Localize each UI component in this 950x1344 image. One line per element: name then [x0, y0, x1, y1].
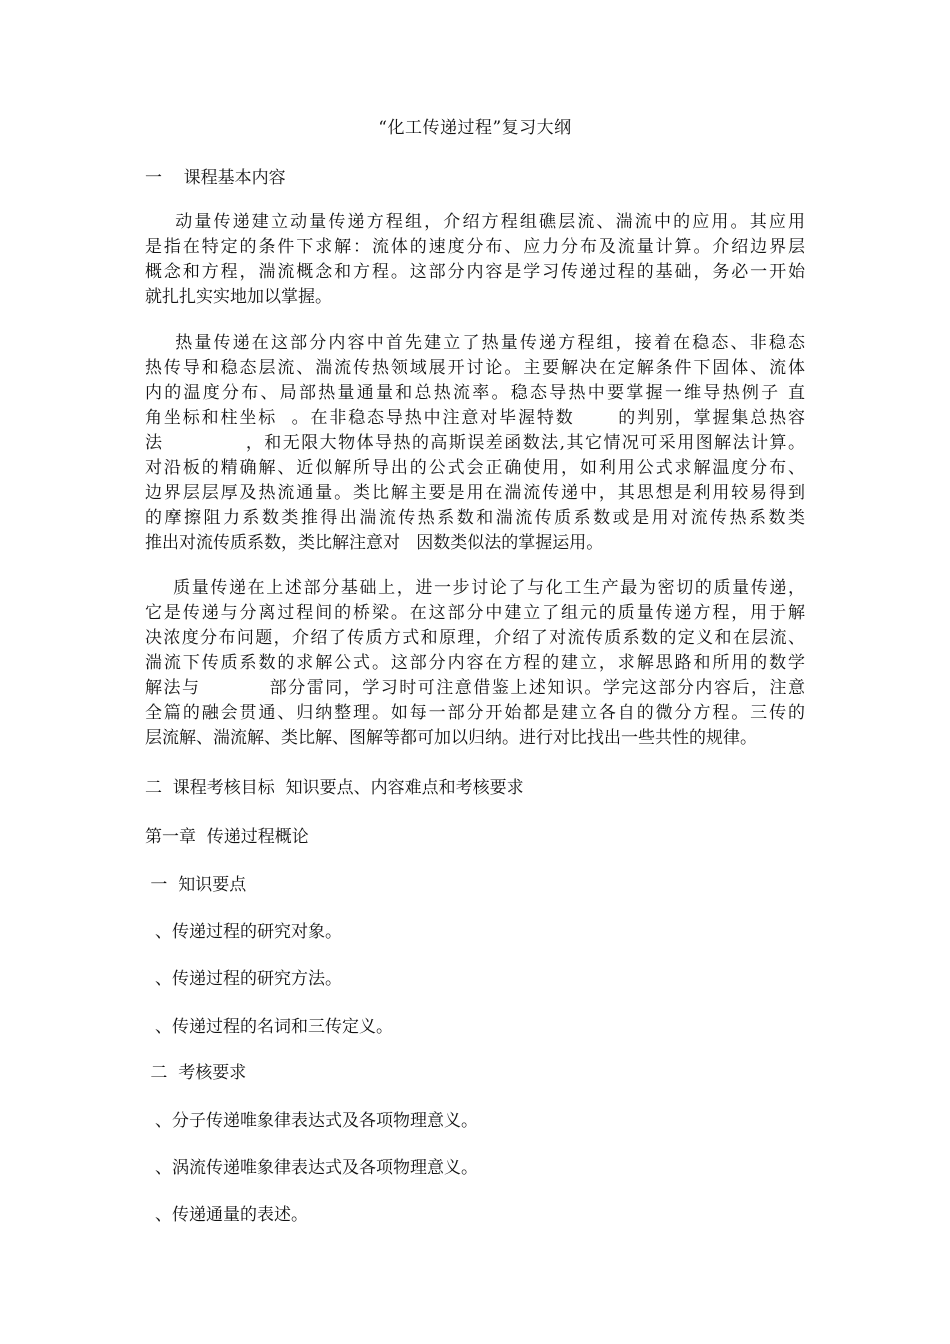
paragraph-momentum-transfer — [145, 210, 805, 310]
list-item: 、传递过程的名词和三传定义。 — [155, 1017, 393, 1037]
paragraph-line: 概念和方程，湍流概念和方程。这部分内容是学习传递过程的基础，务必一开始 — [145, 262, 805, 282]
paragraph-line: 热量传递在这部分内容中首先建立了热量传递方程组，接着在稳态、非稳态 — [145, 333, 805, 353]
section-heading-basic-content: 一 课程基本内容 — [145, 168, 286, 188]
list-item: 、分子传递唯象律表达式及各项物理意义。 — [155, 1111, 478, 1131]
paragraph-line: 决浓度分布问题，介绍了传质方式和原理，介绍了对流传质系数的定义和在层流、 — [145, 628, 805, 648]
paragraph-line: 边界层层厚及热流通量。类比解主要是用在湍流传递中，其思想是利用较易得到 — [145, 483, 805, 503]
paragraph-line: 湍流下传质系数的求解公式。这部分内容在方程的建立，求解思路和所用的数学 — [145, 653, 805, 673]
paragraph-line: 法 ，和无限大物体导热的高斯误差函数法,其它情况可采用图解法计算。 — [145, 433, 805, 453]
chapter-heading: 第一章 传递过程概论 — [145, 827, 309, 847]
paragraph-line: 动量传递建立动量传递方程组，介绍方程组礁层流、湍流中的应用。其应用 — [145, 212, 805, 232]
paragraph-line: 推出对流传质系数，类比解注意对 因数类似法的掌握运用。 — [145, 533, 604, 553]
paragraph-line: 内的温度分布、局部热量通量和总热流率。稳态导热中要掌握一维导热例子 直 — [145, 383, 805, 403]
paragraph-heat-transfer — [145, 331, 805, 556]
paragraph-line: 层流解、湍流解、类比解、图解等都可加以归纳。进行对比找出一些共性的规律。 — [145, 728, 757, 748]
list-item: 、传递过程的研究对象。 — [155, 922, 342, 942]
list-item: 、传递通量的表述。 — [155, 1205, 308, 1225]
document-title: “化工传递过程”复习大纲 — [378, 118, 572, 138]
section-heading-exam-objectives: 二 课程考核目标 知识要点、内容难点和考核要求 — [145, 778, 524, 798]
paragraph-line: 的摩擦阻力系数类推得出湍流传热系数和湍流传质系数或是用对流传热系数类 — [145, 508, 805, 528]
paragraph-line: 全篇的融会贯通、归纳整理。如每一部分开始都是建立各自的微分方程。三传的 — [145, 703, 805, 723]
paragraph-line: 是指在特定的条件下求解：流体的速度分布、应力分布及流量计算。介绍边界层 — [145, 237, 805, 257]
paragraph-line: 热传导和稳态层流、湍流传热领域展开讨论。主要解决在定解条件下固体、流体 — [145, 358, 805, 378]
list-item: 、涡流传递唯象律表达式及各项物理意义。 — [155, 1158, 478, 1178]
paragraph-line: 就扎扎实实地加以掌握。 — [145, 287, 332, 307]
paragraph-line: 角坐标和柱坐标 。在非稳态导热中注意对毕渥特数 的判别，掌握集总热容 — [145, 408, 805, 428]
paragraph-line: 质量传递在上述部分基础上，进一步讨论了与化工生产最为密切的质量传递， — [145, 578, 805, 598]
subsection-heading-exam-requirements: 二 考核要求 — [145, 1063, 247, 1083]
paragraph-line: 对沿板的精确解、近似解所导出的公式会正确使用，如利用公式求解温度分布、 — [145, 458, 805, 478]
list-item: 、传递过程的研究方法。 — [155, 969, 342, 989]
subsection-heading-knowledge-points: 一 知识要点 — [145, 875, 247, 895]
paragraph-line: 它是传递与分离过程间的桥梁。在这部分中建立了组元的质量传递方程，用于解 — [145, 603, 805, 623]
paragraph-line: 解法与 部分雷同，学习时可注意借鉴上述知识。学完这部分内容后，注意 — [145, 678, 805, 698]
paragraph-mass-transfer — [145, 576, 805, 751]
